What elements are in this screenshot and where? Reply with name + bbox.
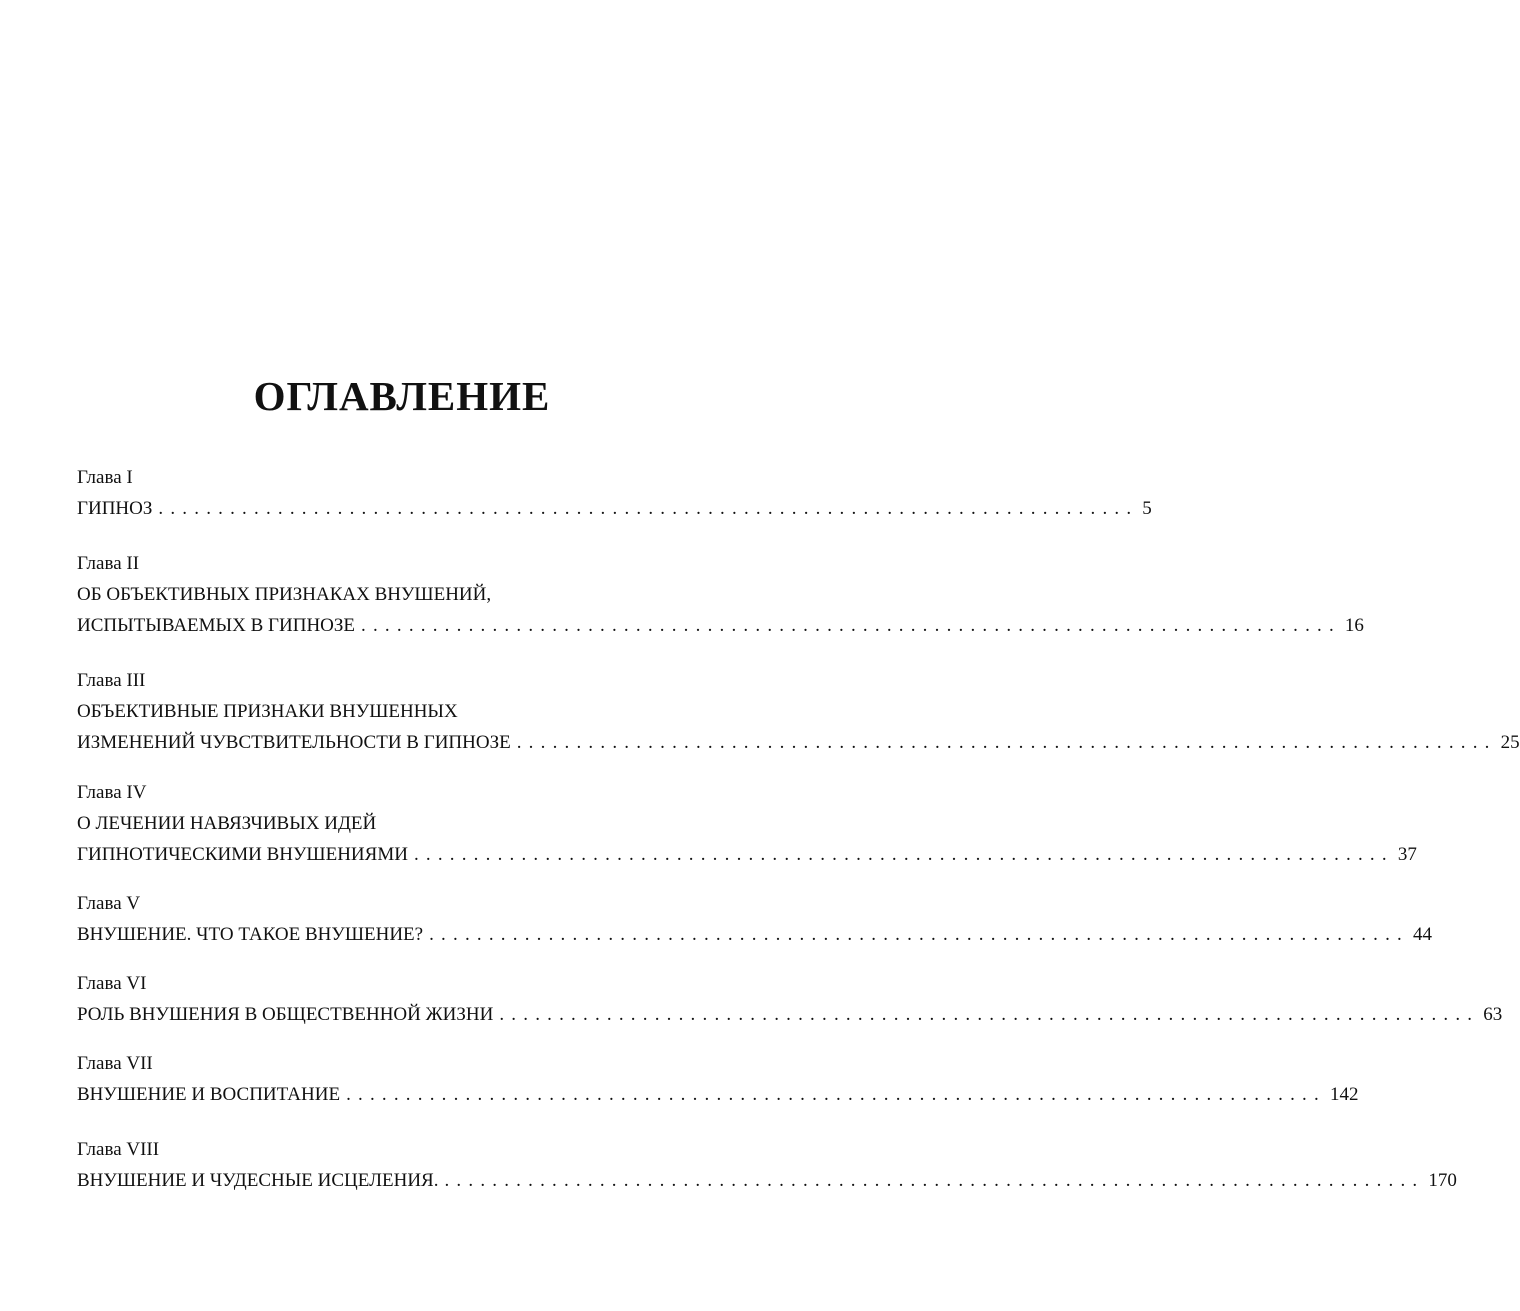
chapter-label: Глава IV xyxy=(77,782,147,803)
page-number: 63 xyxy=(1483,1004,1503,1025)
page-number: 44 xyxy=(1413,924,1433,945)
chapter-title-line: ИЗМЕНЕНИЙ ЧУВСТВИТЕЛЬНОСТИ В ГИПНОЗЕ xyxy=(77,732,511,753)
chapter-label: Глава I xyxy=(77,467,133,488)
chapter-title-line: ГИПНОЗ xyxy=(77,498,153,519)
toc-entry xyxy=(77,1048,1359,1110)
page-number: 170 xyxy=(1428,1170,1457,1191)
dot-leader: .................................................................................. xyxy=(158,498,1139,519)
chapter-title-line: ИСПЫТЫВАЕМЫХ В ГИПНОЗЕ xyxy=(77,615,356,636)
chapter-label: Глава V xyxy=(77,893,141,914)
toc-entry xyxy=(77,777,1417,870)
dot-leader: .................................................................................. xyxy=(516,732,1497,753)
toc-entry xyxy=(77,462,1152,524)
chapter-title-line: РОЛЬ ВНУШЕНИЯ В ОБЩЕСТВЕННОЙ ЖИЗНИ xyxy=(77,1004,494,1025)
toc-entry xyxy=(77,888,1433,950)
dot-leader: .................................................................................. xyxy=(346,1084,1326,1105)
chapter-title-line: ВНУШЕНИЕ И ВОСПИТАНИЕ xyxy=(77,1084,341,1105)
dot-leader: .................................................................................. xyxy=(429,924,1410,945)
chapter-label: Глава III xyxy=(77,670,146,691)
chapter-label: Глава VIII xyxy=(77,1139,160,1160)
page-number: 37 xyxy=(1397,844,1417,865)
chapter-title-line: ОБЪЕКТИВНЫЕ ПРИЗНАКИ ВНУШЕННЫХ xyxy=(77,701,458,722)
chapter-title-line: ВНУШЕНИЕ. ЧТО ТАКОЕ ВНУШЕНИЕ? xyxy=(77,924,424,945)
page-title: ОГЛАВЛЕНИЕ xyxy=(253,373,551,419)
chapter-title-line: ОБ ОБЪЕКТИВНЫХ ПРИЗНАКАХ ВНУШЕНИЙ, xyxy=(77,584,492,605)
toc-entry xyxy=(77,1134,1457,1196)
page-number: 142 xyxy=(1329,1084,1359,1105)
chapter-label: Глава VII xyxy=(77,1053,153,1074)
chapter-title-line: О ЛЕЧЕНИИ НАВЯЗЧИВЫХ ИДЕЙ xyxy=(77,813,377,834)
chapter-label: Глава II xyxy=(77,553,140,574)
page-number: 16 xyxy=(1344,615,1364,636)
dot-leader: .................................................................................. xyxy=(361,615,1341,636)
toc-entry xyxy=(77,548,1364,641)
chapter-title-line: ВНУШЕНИЕ И ЧУДЕСНЫЕ ИСЦЕЛЕНИЯ. xyxy=(77,1170,439,1191)
dot-leader: .................................................................................. xyxy=(499,1004,1480,1025)
page-number: 25 xyxy=(1500,732,1520,753)
dot-leader: .................................................................................. xyxy=(444,1170,1425,1191)
toc-entry xyxy=(77,665,1520,758)
dot-leader: .................................................................................. xyxy=(413,844,1394,865)
chapter-title-line: ГИПНОТИЧЕСКИМИ ВНУШЕНИЯМИ xyxy=(77,844,408,865)
chapter-label: Глава VI xyxy=(77,973,147,994)
toc-entry xyxy=(77,968,1503,1030)
page-number: 5 xyxy=(1142,498,1152,519)
